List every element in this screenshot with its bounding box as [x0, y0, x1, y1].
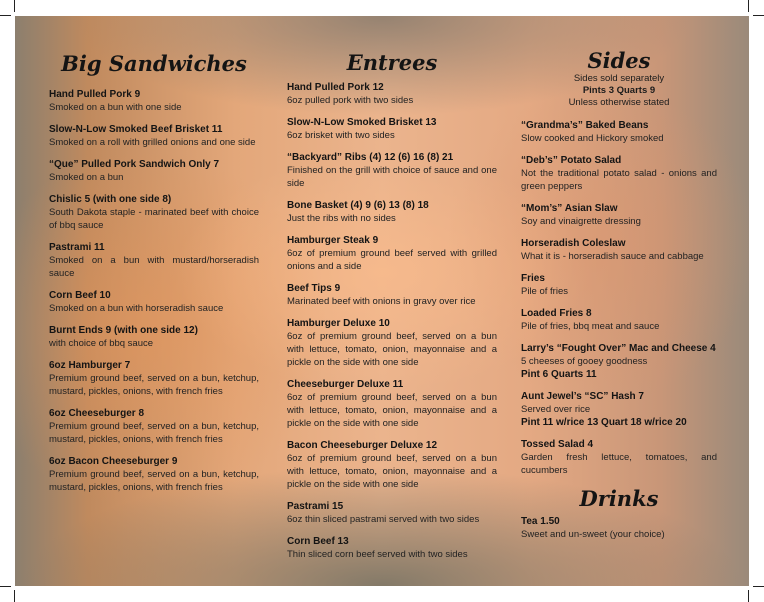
menu-item-name: Pastrami 15 — [287, 501, 344, 512]
menu-item-name: Loaded Fries 8 — [521, 308, 592, 319]
sides-note — [521, 73, 717, 109]
menu-item-description: What it is - horseradish sauce and cabbage — [521, 251, 704, 262]
menu-item — [49, 359, 259, 398]
sides-heading: Sides — [587, 48, 651, 73]
menu-item-description: 6oz of premium ground beef, served on a bun with lettuce, tomato, onion, mayonnaise and a pickle on the side with one side — [287, 392, 497, 429]
menu-item-description: Slow cooked and Hickory smoked — [521, 133, 664, 144]
menu-sheet — [15, 16, 749, 586]
menu-item-name: Tossed Salad 4 — [521, 439, 594, 450]
menu-item-description: Just the ribs with no sides — [287, 213, 396, 224]
menu-item — [49, 289, 259, 315]
menu-item-description: Not the traditional potato salad - onions and green peppers — [521, 168, 717, 192]
crop-mark — [753, 15, 764, 16]
menu-item — [49, 455, 259, 494]
menu-item-description: Finished on the grill with choice of sauce and one side — [287, 165, 497, 189]
menu-item-name: 6oz Cheeseburger 8 — [49, 408, 145, 419]
sides-column — [521, 16, 717, 550]
menu-item-description: 6oz of premium ground beef served with grilled onions and a side — [287, 248, 497, 272]
menu-item-name: “Mom’s” Asian Slaw — [521, 203, 618, 214]
menu-item — [521, 154, 717, 193]
menu-item-description: Smoked on a roll with grilled onions and one side — [49, 137, 256, 148]
menu-item — [521, 390, 717, 429]
menu-item-description: 6oz thin sliced pastrami served with two sides — [287, 514, 480, 525]
menu-item-name: Burnt Ends 9 (with one side 12) — [49, 325, 198, 336]
sides-note-line: Sides sold separately — [573, 73, 665, 84]
drinks-list — [521, 515, 717, 541]
menu-item-description: Thin sliced corn beef served with two sides — [287, 549, 468, 560]
menu-item — [287, 282, 497, 308]
menu-item-name: Bone Basket (4) 9 (6) 13 (8) 18 — [287, 200, 429, 211]
menu-item-name: Corn Beef 10 — [49, 290, 111, 301]
menu-item-name: Tea 1.50 — [521, 516, 560, 527]
menu-item-description: Premium ground beef, served on a bun, ketchup, mustard, pickles, onions, with french fries — [49, 469, 259, 493]
menu-item — [49, 193, 259, 232]
menu-item — [287, 317, 497, 369]
menu-item — [521, 119, 717, 145]
menu-item-name: 6oz Bacon Cheeseburger 9 — [49, 456, 178, 467]
crop-mark — [748, 590, 749, 602]
drinks-heading: Drinks — [579, 486, 659, 511]
menu-item-description: with choice of bbq sauce — [49, 338, 154, 349]
menu-item — [49, 123, 259, 149]
sides-list — [521, 119, 717, 477]
menu-item-description: 6oz pulled pork with two sides — [287, 95, 414, 106]
crop-mark — [0, 15, 11, 16]
menu-item-name: Beef Tips 9 — [287, 283, 341, 294]
menu-item-name: “Grandma’s” Baked Beans — [521, 120, 649, 131]
menu-item — [287, 500, 497, 526]
sandwiches-heading: Big Sandwiches — [61, 51, 247, 76]
menu-item-name: Bacon Cheeseburger Deluxe 12 — [287, 440, 438, 451]
menu-item-description: Pile of fries — [521, 286, 568, 297]
menu-item — [49, 158, 259, 184]
menu-item-description: Marinated beef with onions in gravy over rice — [287, 296, 476, 307]
menu-item-description: 6oz of premium ground beef, served on a bun with lettuce, tomato, onion, mayonnaise and a pickle on the side with one side — [287, 331, 497, 368]
menu-item-description: Soy and vinaigrette dressing — [521, 216, 641, 227]
crop-mark — [14, 590, 15, 602]
menu-item — [287, 439, 497, 491]
menu-item-name: Slow-N-Low Smoked Beef Brisket 11 — [49, 124, 223, 135]
menu-item-name: Corn Beef 13 — [287, 536, 349, 547]
menu-item-description: South Dakota staple - marinated beef with choice of bbq sauce — [49, 207, 259, 231]
crop-mark — [14, 0, 15, 12]
menu-item — [521, 237, 717, 263]
menu-item-name: Larry’s “Fought Over” Mac and Cheese 4 — [521, 343, 716, 354]
menu-item-description: Smoked on a bun — [49, 172, 124, 183]
menu-item-name: Fries — [521, 273, 545, 284]
menu-item — [287, 535, 497, 561]
menu-item — [521, 342, 717, 381]
menu-item-description: Smoked on a bun with one side — [49, 102, 182, 113]
menu-item — [287, 234, 497, 273]
menu-item-name: Pastrami 11 — [49, 242, 105, 253]
menu-item — [49, 88, 259, 114]
entrees-list — [287, 81, 497, 561]
sandwiches-list — [49, 88, 259, 494]
menu-item-name: “Backyard” Ribs (4) 12 (6) 16 (8) 21 — [287, 152, 454, 163]
sides-note-line: Unless otherwise stated — [568, 97, 670, 108]
menu-item-description: Smoked on a bun with horseradish sauce — [49, 303, 224, 314]
sandwiches-column — [49, 16, 259, 503]
menu-item-name: Hamburger Deluxe 10 — [287, 318, 390, 329]
menu-item — [521, 272, 717, 298]
crop-mark — [0, 586, 11, 587]
menu-item-description: Sweet and un-sweet (your choice) — [521, 529, 665, 540]
menu-item-name: Horseradish Coleslaw — [521, 238, 626, 249]
menu-item-name: Hand Pulled Pork 12 — [287, 82, 384, 93]
menu-item — [287, 116, 497, 142]
menu-item-description: Smoked on a bun with mustard/horseradish sauce — [49, 255, 259, 279]
menu-item-description: 5 cheeses of gooey goodness — [521, 356, 648, 367]
drinks-section — [521, 487, 717, 541]
menu-item-description: Premium ground beef, served on a bun, ketchup, mustard, pickles, onions, with french fries — [49, 421, 259, 445]
menu-item-name: Cheeseburger Deluxe 11 — [287, 379, 404, 390]
menu-item-name: Hamburger Steak 9 — [287, 235, 379, 246]
menu-item-name: “Que” Pulled Pork Sandwich Only 7 — [49, 159, 220, 170]
menu-item — [521, 307, 717, 333]
menu-item-name: 6oz Hamburger 7 — [49, 360, 131, 371]
menu-item-description: Pile of fries, bbq meat and sauce — [521, 321, 660, 332]
menu-item — [521, 515, 717, 541]
menu-item-name: Chislic 5 (with one side 8) — [49, 194, 172, 205]
menu-item — [49, 324, 259, 350]
sides-price-line: Pints 3 Quarts 9 — [582, 85, 656, 96]
menu-item — [287, 199, 497, 225]
entrees-column — [287, 16, 497, 570]
menu-item-description: 6oz brisket with two sides — [287, 130, 395, 141]
menu-item-description: Served over rice — [521, 404, 591, 415]
menu-item — [49, 241, 259, 280]
menu-item — [287, 81, 497, 107]
entrees-heading: Entrees — [346, 50, 438, 75]
menu-item — [521, 202, 717, 228]
menu-item-name: “Deb’s” Potato Salad — [521, 155, 622, 166]
menu-item-name: Slow-N-Low Smoked Brisket 13 — [287, 117, 437, 128]
menu-item — [521, 438, 717, 477]
menu-item-description: 6oz of premium ground beef, served on a bun with lettuce, tomato, onion, mayonnaise and a pickle on the side with one side — [287, 453, 497, 490]
menu-item-name: Aunt Jewel’s “SC” Hash 7 — [521, 391, 644, 402]
crop-mark — [748, 0, 749, 12]
menu-item — [287, 151, 497, 190]
crop-mark — [753, 586, 764, 587]
menu-item-description: Garden fresh lettuce, tomatoes, and cucumbers — [521, 452, 717, 476]
menu-item-prices: Pint 6 Quarts 11 — [521, 369, 597, 380]
menu-item-description: Premium ground beef, served on a bun, ketchup, mustard, pickles, onions, with french fries — [49, 373, 259, 397]
menu-item-prices: Pint 11 w/rice 13 Quart 18 w/rice 20 — [521, 417, 687, 428]
menu-item-name: Hand Pulled Pork 9 — [49, 89, 141, 100]
menu-item — [49, 407, 259, 446]
menu-item — [287, 378, 497, 430]
